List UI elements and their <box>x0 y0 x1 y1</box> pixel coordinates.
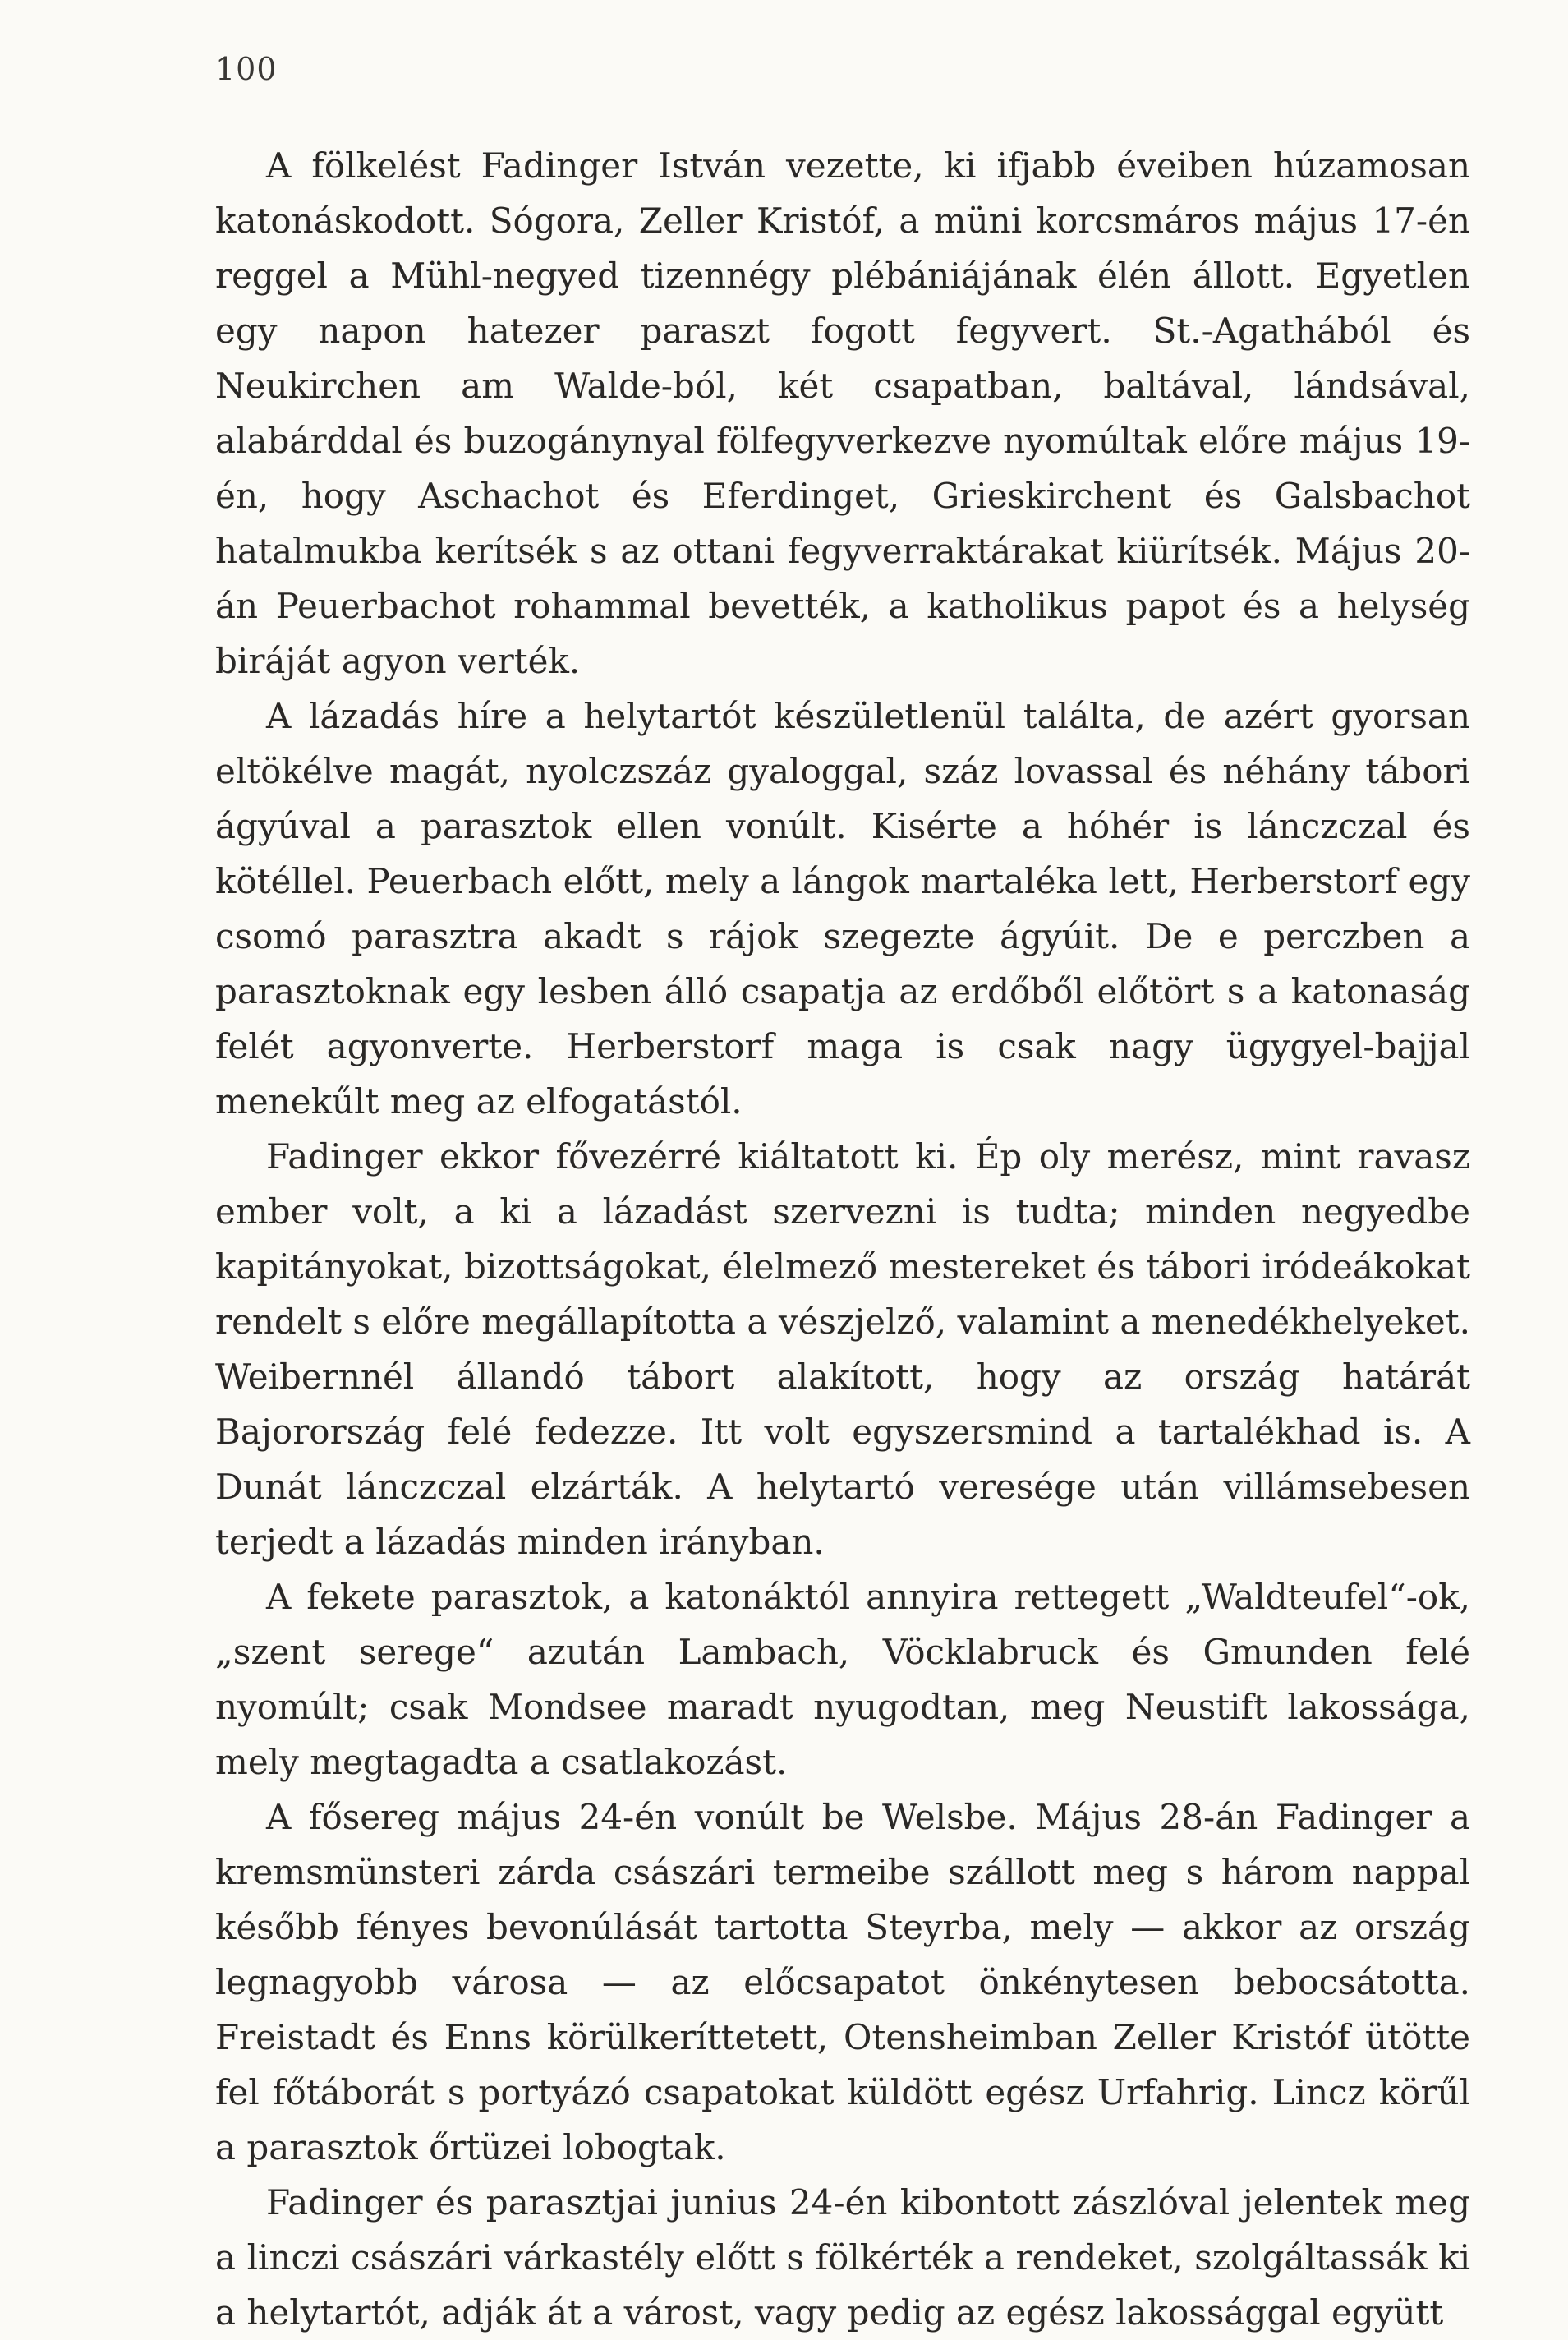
paragraph-5: A fősereg május 24-én vonúlt be Welsbe. Május 28-án Fadinger a kremsmünsteri zárda császári termeibe szállott meg s három nappal később fényes bevonúlását tartotta Steyrba, mely — akkor az ország legnagyobb városa — az előcsapatot önkénytesen bebocsátotta. Freistadt és Enns körülkeríttetett, Otensheimban Zeller Kristóf ütötte fel főtáborát s portyázó csapatokat küldött egész Urfahrig. Lincz körűl a parasztok őrtüzei lobogtak. <box>215 1797 1470 2167</box>
paragraph-3: Fadinger ekkor fővezérré kiáltatott ki. Ép oly merész, mint ravasz ember volt, a ki a lázadást szervezni is tudta; minden negyedbe kapitányokat, bizottságokat, élelmező mestereket és tábori iródeákokat rendelt s előre megállapította a vészjelző, valamint a menedékhelyeket. Weibernnél állandó tábort alakított, hogy az ország határát Bajorország felé fedezze. Itt volt egyszersmind a tartalékhad is. A Dunát lánczczal elzárták. A helytartó veresége után villámsebesen terjedt a lázadás minden irányban. <box>215 1136 1470 1562</box>
paragraph-1: A fölkelést Fadinger István vezette, ki ifjabb éveiben húzamosan katonáskodott. Sógora, Zeller Kristóf, a müni korcsmáros május 17-én reggel a Mühl-negyed tizennégy plébániájának élén állott. Egyetlen egy napon hatezer paraszt fogott fegyvert. St.-Agathából és Neukirchen am Walde-ból, két csapatban, baltával, lándsával, alabárddal és buzogánynyal fölfegyverkezve nyomúltak előre május 19-én, hogy Aschachot és Eferdinget, Grieskirchent és Galsbachot hatalmukba kerítsék s az ottani fegyverraktárakat kiürítsék. Május 20-án Peuerbachot rohammal bevették, a katholikus papot és a helység biráját agyon verték. <box>215 145 1470 681</box>
paragraph-2: A lázadás híre a helytartót készületlenül találta, de azért gyorsan eltökélve magát, nyolczszáz gyaloggal, száz lovassal és néhány tábori ágyúval a parasztok ellen vonúlt. Kisérte a hóhér is lánczczal és kötéllel. Peuerbach előtt, mely a lángok martaléka lett, Herberstorf egy csomó parasztra akadt s rájok szegezte ágyúit. De e perczben a parasztoknak egy lesben álló csapatja az erdőből előtört s a katonaság felét agyonverte. Herberstorf maga is csak nagy ügygyel-bajjal menekűlt meg az elfogatástól. <box>215 696 1470 1122</box>
paragraph-6: Fadinger és parasztjai junius 24-én kibontott zászlóval jelentek meg a linczi császári várkastély előtt s fölkérték a rendeket, szolgáltassák ki a helytartót, adják át a várost, vagy pedig az egész lakossággal együtt <box>215 2182 1470 2333</box>
paragraph-4: A fekete parasztok, a katonáktól annyira rettegett „Waldteufel“-ok, „szent serege“ azután Lambach, Vöcklabruck és Gmunden felé nyomúlt; csak Mondsee maradt nyugodtan, meg Neustift lakossága, mely megtagadta a csatlakozást. <box>215 1577 1470 1782</box>
body-text <box>215 138 1470 2340</box>
page-number: 100 <box>215 51 278 87</box>
